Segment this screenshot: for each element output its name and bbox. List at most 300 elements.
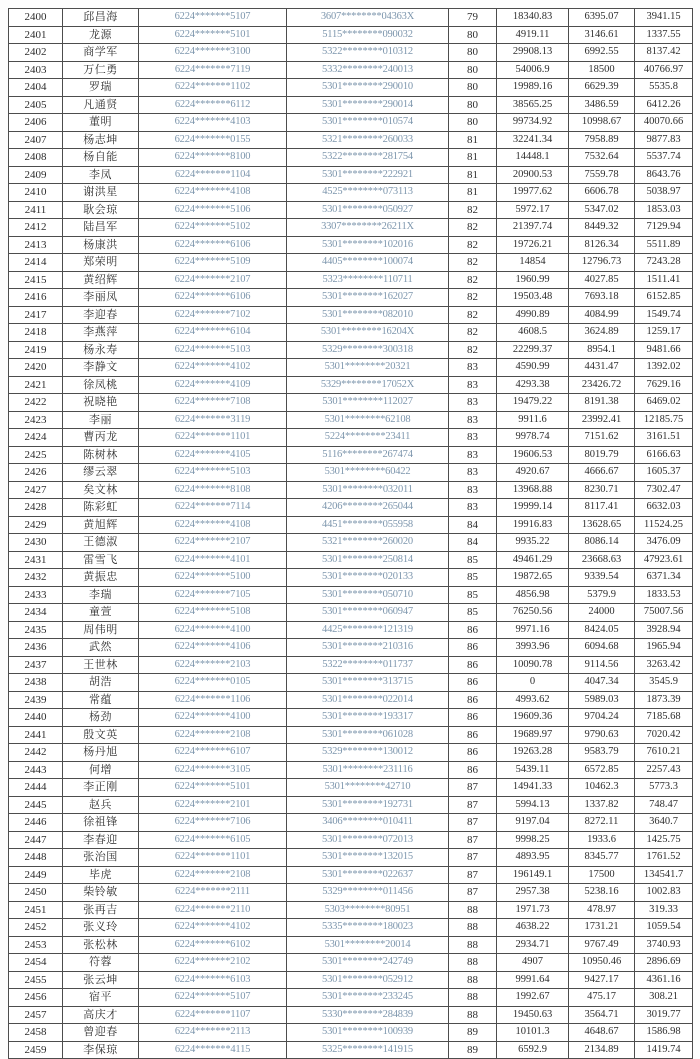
amount2-cell: 8086.14 <box>569 534 635 552</box>
amount3-cell: 1259.17 <box>635 324 693 342</box>
row-number-cell: 2409 <box>9 166 63 184</box>
name-cell: 陈彩虹 <box>63 499 139 517</box>
name-cell: 黄振忠 <box>63 569 139 587</box>
id-number-cell: 5322********281754 <box>287 149 449 167</box>
id-number-cell: 5322********010312 <box>287 44 449 62</box>
table-row <box>9 306 693 324</box>
table-row <box>9 604 693 622</box>
id-number-cell: 5321********260020 <box>287 534 449 552</box>
number-cell: 80 <box>449 114 497 132</box>
name-cell: 李春迎 <box>63 831 139 849</box>
amount1-cell: 9991.64 <box>497 971 569 989</box>
amount3-cell: 40766.97 <box>635 61 693 79</box>
id-number-cell: 5301********231116 <box>287 761 449 779</box>
row-number-cell: 2404 <box>9 79 63 97</box>
card-number-cell: 6224*******5107 <box>139 9 287 27</box>
amount1-cell: 10090.78 <box>497 656 569 674</box>
amount3-cell: 9877.83 <box>635 131 693 149</box>
amount2-cell: 478.97 <box>569 901 635 919</box>
amount2-cell: 8191.38 <box>569 394 635 412</box>
amount1-cell: 4993.62 <box>497 691 569 709</box>
amount2-cell: 5989.03 <box>569 691 635 709</box>
card-number-cell: 6224*******5103 <box>139 464 287 482</box>
name-cell: 李燕萍 <box>63 324 139 342</box>
amount2-cell: 9427.17 <box>569 971 635 989</box>
amount3-cell: 4361.16 <box>635 971 693 989</box>
table-row <box>9 709 693 727</box>
row-number-cell: 2436 <box>9 639 63 657</box>
number-cell: 86 <box>449 674 497 692</box>
id-number-cell: 5329********17052X <box>287 376 449 394</box>
table-row <box>9 464 693 482</box>
row-number-cell: 2428 <box>9 499 63 517</box>
id-number-cell: 5301********010574 <box>287 114 449 132</box>
amount3-cell: 3263.42 <box>635 656 693 674</box>
amount2-cell: 6629.39 <box>569 79 635 97</box>
card-number-cell: 6224*******1101 <box>139 429 287 447</box>
amount1-cell: 4638.22 <box>497 919 569 937</box>
number-cell: 87 <box>449 779 497 797</box>
id-number-cell: 5301********242749 <box>287 954 449 972</box>
amount2-cell: 8954.1 <box>569 341 635 359</box>
table-row <box>9 254 693 272</box>
amount1-cell: 9971.16 <box>497 621 569 639</box>
id-number-cell: 5115********090032 <box>287 26 449 44</box>
amount2-cell: 7559.78 <box>569 166 635 184</box>
amount2-cell: 6395.07 <box>569 9 635 27</box>
number-cell: 86 <box>449 709 497 727</box>
name-cell: 缪云翠 <box>63 464 139 482</box>
amount3-cell: 47923.61 <box>635 551 693 569</box>
name-cell: 黄绍辉 <box>63 271 139 289</box>
number-cell: 81 <box>449 166 497 184</box>
row-number-cell: 2419 <box>9 341 63 359</box>
card-number-cell: 6224*******4115 <box>139 1041 287 1059</box>
amount1-cell: 4990.89 <box>497 306 569 324</box>
amount3-cell: 3161.51 <box>635 429 693 447</box>
name-cell: 李正刚 <box>63 779 139 797</box>
table-row <box>9 534 693 552</box>
card-number-cell: 6224*******5102 <box>139 219 287 237</box>
amount3-cell: 308.21 <box>635 989 693 1007</box>
id-number-cell: 5301********100939 <box>287 1024 449 1042</box>
number-cell: 83 <box>449 429 497 447</box>
number-cell: 88 <box>449 989 497 1007</box>
name-cell: 高庆才 <box>63 1006 139 1024</box>
id-number-cell: 4525********073113 <box>287 184 449 202</box>
id-number-cell: 5301********20014 <box>287 936 449 954</box>
row-number-cell: 2425 <box>9 446 63 464</box>
table-row <box>9 954 693 972</box>
name-cell: 张再吉 <box>63 901 139 919</box>
number-cell: 81 <box>449 184 497 202</box>
row-number-cell: 2446 <box>9 814 63 832</box>
card-number-cell: 6224*******4101 <box>139 551 287 569</box>
card-number-cell: 6224*******0155 <box>139 131 287 149</box>
id-number-cell: 5301********132015 <box>287 849 449 867</box>
table-row <box>9 516 693 534</box>
row-number-cell: 2444 <box>9 779 63 797</box>
amount3-cell: 1549.74 <box>635 306 693 324</box>
table-row <box>9 569 693 587</box>
name-cell: 雷雪飞 <box>63 551 139 569</box>
amount2-cell: 4648.67 <box>569 1024 635 1042</box>
amount2-cell: 23668.63 <box>569 551 635 569</box>
amount3-cell: 1853.03 <box>635 201 693 219</box>
name-cell: 矣文林 <box>63 481 139 499</box>
amount1-cell: 19503.48 <box>497 289 569 307</box>
amount2-cell: 23992.41 <box>569 411 635 429</box>
amount1-cell: 99734.92 <box>497 114 569 132</box>
name-cell: 罗瑞 <box>63 79 139 97</box>
card-number-cell: 6224*******8108 <box>139 481 287 499</box>
row-number-cell: 2438 <box>9 674 63 692</box>
amount1-cell: 9197.04 <box>497 814 569 832</box>
id-number-cell: 5301********102016 <box>287 236 449 254</box>
row-number-cell: 2410 <box>9 184 63 202</box>
card-number-cell: 6224*******7105 <box>139 586 287 604</box>
id-number-cell: 5301********290010 <box>287 79 449 97</box>
row-number-cell: 2437 <box>9 656 63 674</box>
amount3-cell: 1965.94 <box>635 639 693 657</box>
id-number-cell: 5322********011737 <box>287 656 449 674</box>
number-cell: 86 <box>449 761 497 779</box>
amount3-cell: 12185.75 <box>635 411 693 429</box>
row-number-cell: 2445 <box>9 796 63 814</box>
card-number-cell: 6224*******4109 <box>139 376 287 394</box>
number-cell: 81 <box>449 149 497 167</box>
card-number-cell: 6224*******8100 <box>139 149 287 167</box>
number-cell: 82 <box>449 254 497 272</box>
amount1-cell: 5972.17 <box>497 201 569 219</box>
row-number-cell: 2402 <box>9 44 63 62</box>
number-cell: 88 <box>449 954 497 972</box>
amount2-cell: 4027.85 <box>569 271 635 289</box>
number-cell: 83 <box>449 376 497 394</box>
card-number-cell: 6224*******6107 <box>139 744 287 762</box>
table-row <box>9 131 693 149</box>
name-cell: 赵兵 <box>63 796 139 814</box>
table-row <box>9 446 693 464</box>
card-number-cell: 6224*******7106 <box>139 814 287 832</box>
number-cell: 83 <box>449 464 497 482</box>
row-number-cell: 2451 <box>9 901 63 919</box>
amount3-cell: 11524.25 <box>635 516 693 534</box>
card-number-cell: 6224*******7119 <box>139 61 287 79</box>
id-number-cell: 3406********010411 <box>287 814 449 832</box>
id-number-cell: 4451********055958 <box>287 516 449 534</box>
name-cell: 何增 <box>63 761 139 779</box>
name-cell: 李丽凤 <box>63 289 139 307</box>
amount3-cell: 7129.94 <box>635 219 693 237</box>
number-cell: 83 <box>449 446 497 464</box>
row-number-cell: 2450 <box>9 884 63 902</box>
name-cell: 李丽 <box>63 411 139 429</box>
amount2-cell: 3624.89 <box>569 324 635 342</box>
amount2-cell: 8424.05 <box>569 621 635 639</box>
name-cell: 董明 <box>63 114 139 132</box>
table-row <box>9 411 693 429</box>
amount1-cell: 19726.21 <box>497 236 569 254</box>
card-number-cell: 6224*******0105 <box>139 674 287 692</box>
card-number-cell: 6224*******2107 <box>139 534 287 552</box>
card-number-cell: 6224*******4100 <box>139 709 287 727</box>
number-cell: 85 <box>449 551 497 569</box>
amount2-cell: 10998.67 <box>569 114 635 132</box>
name-cell: 郑荣明 <box>63 254 139 272</box>
amount2-cell: 8230.71 <box>569 481 635 499</box>
table-row <box>9 831 693 849</box>
amount2-cell: 9790.63 <box>569 726 635 744</box>
id-number-cell: 4405********100074 <box>287 254 449 272</box>
card-number-cell: 6224*******6105 <box>139 831 287 849</box>
amount1-cell: 19263.28 <box>497 744 569 762</box>
card-number-cell: 6224*******4100 <box>139 621 287 639</box>
name-cell: 祝晓艳 <box>63 394 139 412</box>
amount1-cell: 4920.67 <box>497 464 569 482</box>
card-number-cell: 6224*******3119 <box>139 411 287 429</box>
amount3-cell: 1873.39 <box>635 691 693 709</box>
table-row <box>9 1041 693 1059</box>
number-cell: 86 <box>449 726 497 744</box>
row-number-cell: 2452 <box>9 919 63 937</box>
card-number-cell: 6224*******2107 <box>139 271 287 289</box>
amount2-cell: 4084.99 <box>569 306 635 324</box>
amount1-cell: 0 <box>497 674 569 692</box>
amount1-cell: 9911.6 <box>497 411 569 429</box>
card-number-cell: 6224*******7102 <box>139 306 287 324</box>
row-number-cell: 2416 <box>9 289 63 307</box>
table-row <box>9 971 693 989</box>
amount1-cell: 4907 <box>497 954 569 972</box>
card-number-cell: 6224*******6104 <box>139 324 287 342</box>
number-cell: 81 <box>449 131 497 149</box>
amount3-cell: 1002.83 <box>635 884 693 902</box>
amount1-cell: 19450.63 <box>497 1006 569 1024</box>
amount1-cell: 5994.13 <box>497 796 569 814</box>
name-cell: 黄旭辉 <box>63 516 139 534</box>
id-number-cell: 5329********011456 <box>287 884 449 902</box>
amount3-cell: 5773.3 <box>635 779 693 797</box>
amount2-cell: 3564.71 <box>569 1006 635 1024</box>
row-number-cell: 2415 <box>9 271 63 289</box>
number-cell: 84 <box>449 534 497 552</box>
amount2-cell: 8345.77 <box>569 849 635 867</box>
name-cell: 李静文 <box>63 359 139 377</box>
card-number-cell: 6224*******1106 <box>139 691 287 709</box>
id-number-cell: 5323********110711 <box>287 271 449 289</box>
row-number-cell: 2440 <box>9 709 63 727</box>
amount3-cell: 8137.42 <box>635 44 693 62</box>
name-cell: 王世林 <box>63 656 139 674</box>
name-cell: 杨康洪 <box>63 236 139 254</box>
table-row <box>9 114 693 132</box>
amount1-cell: 20900.53 <box>497 166 569 184</box>
row-number-cell: 2420 <box>9 359 63 377</box>
id-number-cell: 5301********060947 <box>287 604 449 622</box>
table-row <box>9 586 693 604</box>
amount2-cell: 5238.16 <box>569 884 635 902</box>
number-cell: 88 <box>449 971 497 989</box>
amount1-cell: 19606.53 <box>497 446 569 464</box>
name-cell: 陈树林 <box>63 446 139 464</box>
card-number-cell: 6224*******2111 <box>139 884 287 902</box>
amount1-cell: 14941.33 <box>497 779 569 797</box>
amount2-cell: 7151.62 <box>569 429 635 447</box>
row-number-cell: 2456 <box>9 989 63 1007</box>
id-number-cell: 5321********260033 <box>287 131 449 149</box>
amount2-cell: 6606.78 <box>569 184 635 202</box>
amount3-cell: 1761.52 <box>635 849 693 867</box>
name-cell: 杨志坤 <box>63 131 139 149</box>
table-row <box>9 429 693 447</box>
amount2-cell: 12796.73 <box>569 254 635 272</box>
row-number-cell: 2412 <box>9 219 63 237</box>
name-cell: 徐祖锋 <box>63 814 139 832</box>
amount3-cell: 3476.09 <box>635 534 693 552</box>
amount2-cell: 10950.46 <box>569 954 635 972</box>
row-number-cell: 2443 <box>9 761 63 779</box>
number-cell: 80 <box>449 61 497 79</box>
amount1-cell: 49461.29 <box>497 551 569 569</box>
table-row <box>9 814 693 832</box>
amount2-cell: 9114.56 <box>569 656 635 674</box>
row-number-cell: 2431 <box>9 551 63 569</box>
amount1-cell: 4919.11 <box>497 26 569 44</box>
amount2-cell: 7693.18 <box>569 289 635 307</box>
number-cell: 87 <box>449 849 497 867</box>
amount2-cell: 8449.32 <box>569 219 635 237</box>
table-row <box>9 621 693 639</box>
amount2-cell: 18500 <box>569 61 635 79</box>
amount3-cell: 1392.02 <box>635 359 693 377</box>
id-number-cell: 5329********130012 <box>287 744 449 762</box>
card-number-cell: 6224*******5103 <box>139 341 287 359</box>
amount2-cell: 6572.85 <box>569 761 635 779</box>
amount3-cell: 5511.89 <box>635 236 693 254</box>
id-number-cell: 5301********112027 <box>287 394 449 412</box>
id-number-cell: 5303********80951 <box>287 901 449 919</box>
amount3-cell: 319.33 <box>635 901 693 919</box>
card-number-cell: 6224*******2108 <box>139 726 287 744</box>
amount3-cell: 7629.16 <box>635 376 693 394</box>
amount3-cell: 3019.77 <box>635 1006 693 1024</box>
amount1-cell: 5439.11 <box>497 761 569 779</box>
number-cell: 80 <box>449 44 497 62</box>
name-cell: 李保琼 <box>63 1041 139 1059</box>
card-number-cell: 6224*******6112 <box>139 96 287 114</box>
table-body <box>9 9 693 1059</box>
amount2-cell: 10462.3 <box>569 779 635 797</box>
number-cell: 82 <box>449 306 497 324</box>
number-cell: 87 <box>449 884 497 902</box>
amount1-cell: 4608.5 <box>497 324 569 342</box>
amount1-cell: 9998.25 <box>497 831 569 849</box>
card-number-cell: 6224*******5106 <box>139 201 287 219</box>
table-row <box>9 1006 693 1024</box>
number-cell: 82 <box>449 236 497 254</box>
amount3-cell: 134541.7 <box>635 866 693 884</box>
card-number-cell: 6224*******1107 <box>139 1006 287 1024</box>
amount1-cell: 19977.62 <box>497 184 569 202</box>
amount1-cell: 1992.67 <box>497 989 569 1007</box>
card-number-cell: 6224*******2102 <box>139 954 287 972</box>
amount1-cell: 13968.88 <box>497 481 569 499</box>
row-number-cell: 2455 <box>9 971 63 989</box>
card-number-cell: 6224*******6106 <box>139 289 287 307</box>
row-number-cell: 2411 <box>9 201 63 219</box>
table-row <box>9 551 693 569</box>
table-row <box>9 1024 693 1042</box>
row-number-cell: 2418 <box>9 324 63 342</box>
row-number-cell: 2457 <box>9 1006 63 1024</box>
name-cell: 张松林 <box>63 936 139 954</box>
amount1-cell: 22299.37 <box>497 341 569 359</box>
amount2-cell: 8019.79 <box>569 446 635 464</box>
row-number-cell: 2449 <box>9 866 63 884</box>
table-row <box>9 79 693 97</box>
name-cell: 李凤 <box>63 166 139 184</box>
row-number-cell: 2405 <box>9 96 63 114</box>
amount2-cell: 1731.21 <box>569 919 635 937</box>
name-cell: 商学军 <box>63 44 139 62</box>
number-cell: 86 <box>449 639 497 657</box>
number-cell: 80 <box>449 26 497 44</box>
id-number-cell: 5301********162027 <box>287 289 449 307</box>
row-number-cell: 2447 <box>9 831 63 849</box>
amount3-cell: 3928.94 <box>635 621 693 639</box>
id-number-cell: 3307********26211X <box>287 219 449 237</box>
amount3-cell: 7610.21 <box>635 744 693 762</box>
name-cell: 张治国 <box>63 849 139 867</box>
amount3-cell: 1511.41 <box>635 271 693 289</box>
amount1-cell: 2934.71 <box>497 936 569 954</box>
card-number-cell: 6224*******6103 <box>139 971 287 989</box>
id-number-cell: 5301********20321 <box>287 359 449 377</box>
card-number-cell: 6224*******7114 <box>139 499 287 517</box>
amount2-cell: 9767.49 <box>569 936 635 954</box>
card-number-cell: 6224*******4102 <box>139 359 287 377</box>
name-cell: 柴铃敏 <box>63 884 139 902</box>
number-cell: 88 <box>449 1006 497 1024</box>
number-cell: 83 <box>449 481 497 499</box>
amount1-cell: 29908.13 <box>497 44 569 62</box>
row-number-cell: 2400 <box>9 9 63 27</box>
row-number-cell: 2439 <box>9 691 63 709</box>
name-cell: 殷文英 <box>63 726 139 744</box>
table-row <box>9 96 693 114</box>
id-number-cell: 5301********210316 <box>287 639 449 657</box>
amount1-cell: 21397.74 <box>497 219 569 237</box>
row-number-cell: 2403 <box>9 61 63 79</box>
table-row <box>9 901 693 919</box>
number-cell: 87 <box>449 831 497 849</box>
number-cell: 83 <box>449 499 497 517</box>
amount1-cell: 19989.16 <box>497 79 569 97</box>
table-row <box>9 744 693 762</box>
amount3-cell: 7185.68 <box>635 709 693 727</box>
amount2-cell: 3146.61 <box>569 26 635 44</box>
table-row <box>9 324 693 342</box>
name-cell: 龙源 <box>63 26 139 44</box>
card-number-cell: 6224*******4103 <box>139 114 287 132</box>
amount1-cell: 19999.14 <box>497 499 569 517</box>
number-cell: 82 <box>449 324 497 342</box>
number-cell: 83 <box>449 411 497 429</box>
name-cell: 周伟明 <box>63 621 139 639</box>
id-number-cell: 5301********022637 <box>287 866 449 884</box>
amount1-cell: 14448.1 <box>497 149 569 167</box>
